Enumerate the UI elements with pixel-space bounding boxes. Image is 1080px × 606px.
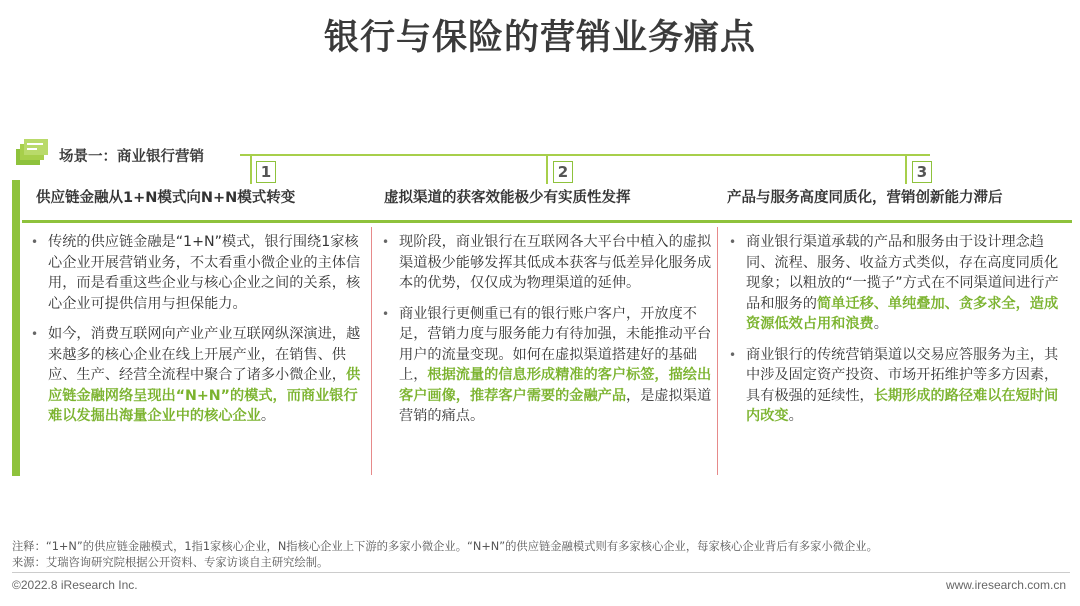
bullet-item	[26, 232, 368, 314]
body-text: 现阶段，商业银行在互联网各大平台中植入的虚拟渠道极少能够发挥其低成本获客与低差异化服务成本的优势，仅仅成为物理渠道的延伸。	[399, 234, 712, 291]
column-heading-3: 产品与服务高度同质化，营销创新能力滞后	[727, 190, 1003, 206]
bullet-item	[724, 232, 1070, 335]
column-heading-1: 供应链金融从1+N模式向N+N模式转变	[36, 190, 296, 206]
frame-right-stub	[905, 154, 907, 184]
footer-divider	[12, 572, 1070, 573]
page-title: 银行与保险的营销业务痛点	[323, 18, 756, 58]
body-text: 如今，消费互联网向产业产业互联网纵深演进，越来越多的核心企业在线上开展产业，在销售、供应、生产、经营全流程中聚合了诸多小微企业，	[48, 326, 361, 383]
frame-left-stub	[250, 154, 252, 184]
column-separator	[371, 227, 372, 475]
body-text: 商业银行的传统营销渠道以交易应答服务为主，其中涉及固定资产投资、市场开拓维护等多方因素，具有极强的延续性，	[746, 346, 1059, 404]
highlight-text: 长期形成的路径难以在短时间内改变	[746, 387, 1059, 424]
body-text: 。	[788, 408, 803, 424]
body-text: 。	[260, 408, 276, 424]
highlight-text: 根据流量的信息形成精准的客户标签，描绘出客户画像，推荐客户需要的金融产品	[399, 367, 712, 404]
frame-top-line	[240, 154, 930, 156]
column-separator	[717, 227, 718, 475]
body-text: 。	[873, 316, 888, 332]
body-text: ，是虚拟渠道营销的痛点。	[399, 387, 712, 424]
body-text: 商业银行渠道承载的产品和服务由于设计理念趋同、流程、服务、收益方式类似，存在高度同质化现象；以粗放的“一揽子”方式在不同渠道间进行产品和服务的	[746, 234, 1059, 312]
bullet-item	[377, 232, 712, 294]
column-body-1	[26, 232, 368, 437]
body-text: 传统的供应链金融是“1+N”模式，银行围绕1家核心企业开展营销业务，不太看重小微企业的主体信用，而是看重这些企业与核心企业之间的关系，核心企业可提供信用与担保能力。	[48, 234, 361, 312]
column-underline-1	[22, 220, 372, 223]
source-note: 来源：艾瑞咨询研究院根据公开资料、专家访谈自主研究绘制。	[12, 556, 329, 569]
highlight-text: 供应链金融网络呈现出“N+N”的模式，而商业银行难以发掘出海量企业中的核心企业	[48, 367, 361, 424]
column-body-2	[377, 232, 712, 437]
card-stack-icon	[14, 139, 48, 167]
bullet-item	[26, 324, 368, 427]
body-text: 商业银行更侧重已有的银行账户客户，开放度不足，营销力度与服务能力有待加强，未能推动平台用户的流量变现。如何在虚拟渠道搭建好的基础上，	[399, 305, 712, 383]
footnote: 注释：“1+N”的供应链金融模式，1指1家核心企业，N指核心企业上下游的多家小微企业。“N+N”的供应链金融模式则有多家核心企业，每家核心企业背后有多家小微企业。	[12, 540, 878, 553]
frame-mid-stub	[546, 154, 548, 184]
column-body-3	[724, 232, 1070, 437]
highlight-text: 简单迁移、单纯叠加、贪多求全，造成资源低效占用和浪费	[746, 295, 1059, 332]
column-number-2: 2	[553, 161, 573, 183]
column-underline-3	[718, 220, 1072, 223]
left-accent-bar	[12, 180, 20, 476]
bullet-item	[724, 345, 1070, 427]
column-underline-2	[372, 220, 718, 223]
column-heading-2: 虚拟渠道的获客效能极少有实质性发挥	[384, 190, 631, 206]
website-link[interactable]: www.iresearch.com.cn	[945, 578, 1066, 592]
copyright: ©2022.8 iResearch Inc.	[12, 578, 138, 592]
column-number-1: 1	[256, 161, 276, 183]
bullet-item	[377, 304, 712, 427]
scene-label: 场景一：商业银行营销	[59, 149, 204, 165]
column-number-3: 3	[912, 161, 932, 183]
